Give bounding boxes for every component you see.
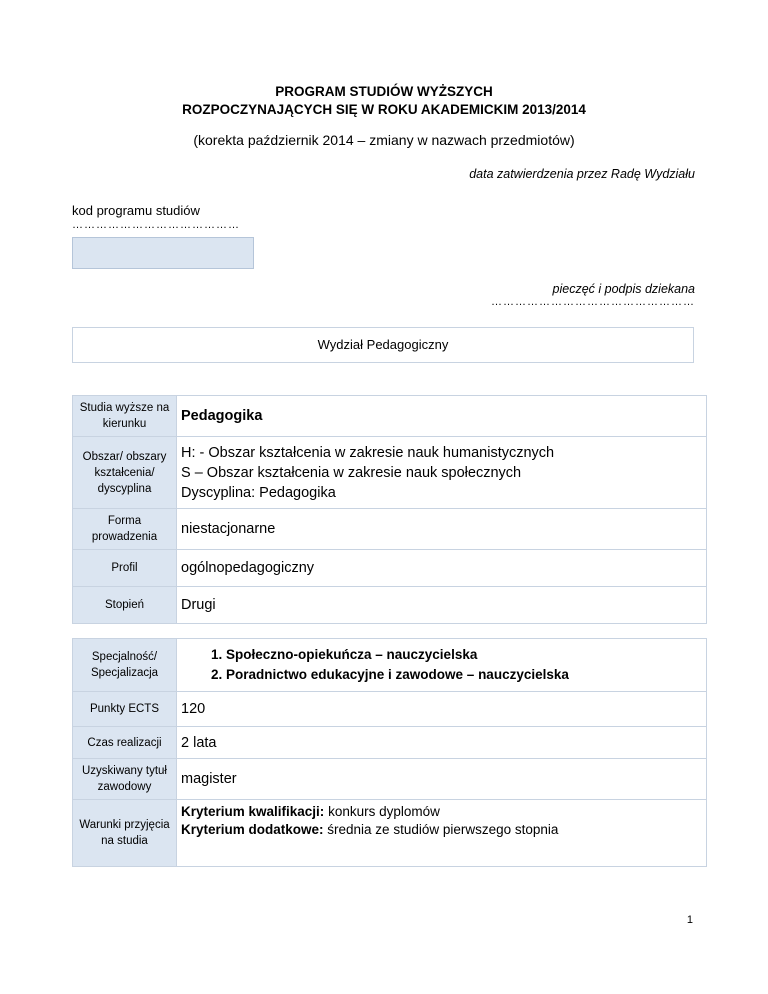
program-code-field[interactable]	[72, 237, 254, 269]
field-of-study-label: Studia wyższe na kierunku	[73, 396, 177, 437]
specialization-label: Specjalność/ Specjalizacja	[73, 639, 177, 692]
specialization-value	[177, 639, 707, 692]
approval-date-label: data zatwierdzenia przez Radę Wydziału	[469, 167, 695, 181]
table-row	[73, 550, 707, 587]
dean-signature-dots: ……………………………………………	[491, 296, 695, 308]
field-of-study-value: Pedagogika	[177, 396, 707, 437]
duration-label: Czas realizacji	[73, 727, 177, 759]
professional-title-value: magister	[177, 759, 707, 800]
duration-value: 2 lata	[177, 727, 707, 759]
study-form-label: Forma prowadzenia	[73, 509, 177, 550]
area-line: Dyscyplina: Pedagogika	[181, 484, 336, 501]
table-row	[73, 587, 707, 624]
table-row	[73, 727, 707, 759]
dean-signature-label: pieczęć i podpis dziekana	[552, 282, 695, 296]
admission-criterion: Kryterium kwalifikacji: konkurs dyplomów	[181, 804, 440, 819]
professional-title-label: Uzyskiwany tytuł zawodowy	[73, 759, 177, 800]
document-subtitle: (korekta październik 2014 – zmiany w nazwach przedmiotów)	[193, 132, 575, 148]
specialization-table	[72, 638, 707, 867]
table-row	[73, 396, 707, 437]
document-title-line1: PROGRAM STUDIÓW WYŻSZYCH	[275, 84, 493, 99]
page-number: 1	[686, 914, 693, 926]
area-value	[177, 437, 707, 509]
list-item: 1. Społeczno-opiekuńcza – nauczycielska	[226, 645, 702, 665]
profile-label: Profil	[73, 550, 177, 587]
admission-criterion: Kryterium dodatkowe: średnia ze studiów pierwszego stopnia	[181, 822, 559, 837]
program-code-label: kod programu studiów	[72, 203, 200, 218]
area-line: S – Obszar kształcenia w zakresie nauk społecznych	[181, 464, 522, 481]
area-line: H: - Obszar kształcenia w zakresie nauk humanistycznych	[181, 444, 555, 461]
area-label: Obszar/ obszary kształcenia/ dyscyplina	[73, 437, 177, 509]
list-item: 2. Poradnictwo edukacyjne i zawodowe – nauczycielska	[226, 665, 702, 685]
faculty-box	[72, 327, 694, 363]
program-code-dots: ……………………………………	[72, 219, 240, 231]
table-row	[73, 437, 707, 509]
table-row	[73, 692, 707, 727]
profile-value: ogólnopedagogiczny	[177, 550, 707, 587]
degree-level-label: Stopień	[73, 587, 177, 624]
ects-value: 120	[177, 692, 707, 727]
table-row	[73, 639, 707, 692]
faculty-name: Wydział Pedagogiczny	[317, 337, 449, 352]
admission-value	[177, 800, 707, 867]
ects-label: Punkty ECTS	[73, 692, 177, 727]
table-row	[73, 509, 707, 550]
table-row	[73, 800, 707, 867]
study-form-value: niestacjonarne	[177, 509, 707, 550]
specialization-list	[181, 645, 702, 685]
document-title-line2: ROZPOCZYNAJĄCYCH SIĘ W ROKU AKADEMICKIM 2013/2014	[182, 102, 586, 117]
table-row	[73, 759, 707, 800]
admission-label: Warunki przyjęcia na studia	[73, 800, 177, 867]
degree-level-value: Drugi	[177, 587, 707, 624]
program-info-table	[72, 395, 707, 624]
